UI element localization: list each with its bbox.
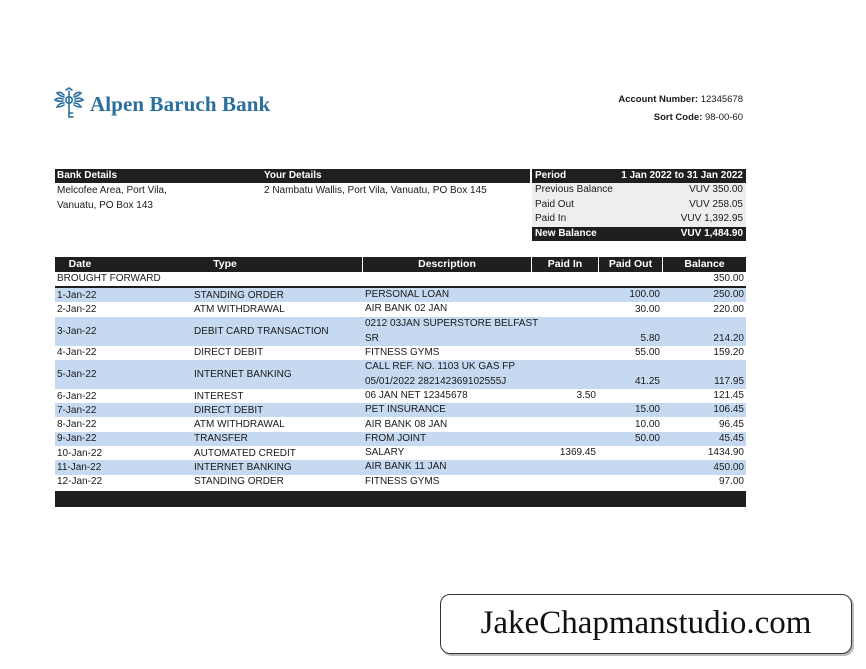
row-balance: 121.45 (713, 390, 744, 402)
account-number-label: Account Number: (618, 94, 699, 105)
brought-forward-balance: 350.00 (713, 273, 744, 284)
row-description: FITNESS GYMS (365, 475, 440, 487)
brought-forward-label: BROUGHT FORWARD (57, 273, 161, 284)
col-type: Type (213, 258, 237, 270)
row-type: AUTOMATED CREDIT (194, 447, 296, 459)
row-balance: 45.45 (718, 433, 744, 445)
sort-code-label: Sort Code: (653, 112, 703, 123)
table-row (55, 432, 746, 446)
watermark: JakeChapmanstudio.com (440, 594, 852, 654)
row-balance: 117.95 (714, 375, 744, 387)
row-paid-out: 55.00 (634, 346, 660, 358)
table-row (55, 389, 746, 403)
bank-logo (53, 86, 270, 122)
paid-out-value: VUV 258.05 (689, 199, 743, 210)
row-description: AIR BANK 08 JAN (365, 418, 448, 430)
details-header-bar (55, 169, 530, 183)
your-address: 2 Nambatu Wallis, Port Vila, Vanuatu, PO Box 145 (264, 185, 487, 196)
row-type: TRANSFER (194, 433, 248, 445)
row-date: 11-Jan-22 (57, 462, 102, 474)
bank-address-line1: Melcofee Area, Port Vila, (57, 185, 167, 196)
row-date: 9-Jan-22 (57, 433, 97, 445)
row-balance: 159.20 (713, 346, 744, 358)
row-date: 2-Jan-22 (57, 303, 97, 315)
summary-paid-in (532, 212, 746, 226)
row-description: 06 JAN NET 12345678 (365, 389, 468, 401)
table-row (55, 346, 746, 360)
row-type: INTEREST (194, 390, 244, 402)
previous-balance-label: Previous Balance (535, 184, 613, 195)
row-paid-in: 3.50 (576, 390, 596, 402)
row-description: AIR BANK 02 JAN (365, 303, 448, 315)
period-value: 1 Jan 2022 to 31 Jan 2022 (621, 170, 743, 181)
row-type: STANDING ORDER (194, 476, 284, 488)
bank-name: Alpen Baruch Bank (90, 91, 271, 116)
row-date: 6-Jan-22 (57, 390, 97, 402)
row-paid-out: 30.00 (634, 303, 660, 315)
row-paid-out: 41.25 (634, 375, 660, 387)
row-date: 5-Jan-22 (57, 368, 97, 380)
paid-in-label: Paid In (535, 213, 567, 224)
row-description-cont: 05/01/2022 282142369102555J (365, 375, 507, 387)
bank-details-heading: Bank Details (57, 170, 118, 181)
row-description: SALARY (365, 447, 405, 459)
summary-previous-balance (532, 183, 746, 197)
row-date: 7-Jan-22 (57, 404, 97, 416)
row-balance: 106.45 (713, 404, 744, 416)
period-header-bar (532, 169, 746, 183)
table-row (55, 418, 746, 432)
row-type: INTERNET BANKING (194, 368, 292, 380)
summary-new-balance (532, 227, 746, 241)
row-description: 0212 03JAN SUPERSTORE BELFAST (365, 317, 539, 329)
transactions-header (55, 257, 746, 272)
col-date: Date (68, 258, 92, 270)
account-number (618, 94, 743, 105)
col-balance: Balance (684, 258, 725, 270)
previous-balance-value: VUV 350.00 (689, 184, 743, 195)
row-date: 4-Jan-22 (57, 347, 97, 359)
table-footer-bar (55, 491, 746, 507)
table-row (55, 288, 746, 302)
row-date: 1-Jan-22 (57, 289, 97, 301)
row-type: DEBIT CARD TRANSACTION (194, 325, 329, 337)
col-description: Description (418, 258, 476, 270)
row-balance: 97.00 (718, 475, 744, 487)
table-row (55, 302, 746, 316)
col-paid-in: Paid In (547, 258, 583, 270)
row-type: ATM WITHDRAWAL (194, 303, 285, 315)
table-row (55, 360, 746, 389)
row-type: DIRECT DEBIT (194, 404, 264, 416)
summary-paid-out (532, 198, 746, 212)
row-description: CALL REF. NO. 1103 UK GAS FP (365, 360, 516, 372)
row-paid-out: 5.80 (640, 332, 660, 344)
table-row (55, 317, 746, 346)
row-description: FROM JOINT (365, 432, 427, 444)
table-row (55, 460, 746, 474)
col-paid-out: Paid Out (608, 258, 653, 270)
row-date: 8-Jan-22 (57, 419, 97, 431)
period-label: Period (535, 170, 567, 181)
paid-in-value: VUV 1,392.95 (680, 213, 743, 224)
row-paid-out: 50.00 (634, 433, 660, 445)
paid-out-label: Paid Out (535, 199, 574, 210)
row-date: 12-Jan-22 (57, 476, 103, 488)
row-type: STANDING ORDER (194, 289, 284, 301)
row-description: PET INSURANCE (365, 404, 446, 416)
sort-code (654, 112, 743, 123)
row-date: 3-Jan-22 (57, 325, 97, 337)
account-number-value: 12345678 (700, 94, 743, 105)
row-balance: 214.20 (713, 332, 744, 344)
row-description: PERSONAL LOAN (365, 289, 450, 300)
row-date: 10-Jan-22 (57, 447, 103, 459)
brought-forward-row (55, 272, 746, 286)
key-crest-icon (53, 87, 85, 121)
row-balance: 250.00 (713, 289, 744, 301)
row-description-cont: SR (365, 332, 379, 344)
new-balance-value: VUV 1,484.90 (680, 228, 743, 239)
row-paid-out: 100.00 (629, 289, 660, 301)
row-balance: 220.00 (713, 303, 744, 315)
row-description: FITNESS GYMS (365, 346, 440, 358)
row-paid-out: 10.00 (634, 418, 660, 430)
table-row (55, 446, 746, 460)
bank-address-line2: Vanuatu, PO Box 143 (57, 200, 153, 211)
row-description: AIR BANK 11 JAN (365, 461, 447, 473)
new-balance-label: New Balance (535, 228, 597, 239)
row-balance: 450.00 (713, 461, 744, 473)
your-details-heading: Your Details (264, 170, 322, 181)
row-paid-in: 1369.45 (559, 447, 596, 459)
row-type: ATM WITHDRAWAL (194, 419, 285, 431)
row-balance: 96.45 (718, 418, 744, 430)
table-row (55, 403, 746, 417)
sort-code-value: 98-00-60 (704, 112, 743, 123)
row-paid-out: 15.00 (634, 404, 660, 416)
row-balance: 1434.90 (707, 447, 744, 459)
row-type: INTERNET BANKING (194, 462, 292, 474)
table-row (55, 475, 746, 489)
row-type: DIRECT DEBIT (194, 347, 264, 359)
